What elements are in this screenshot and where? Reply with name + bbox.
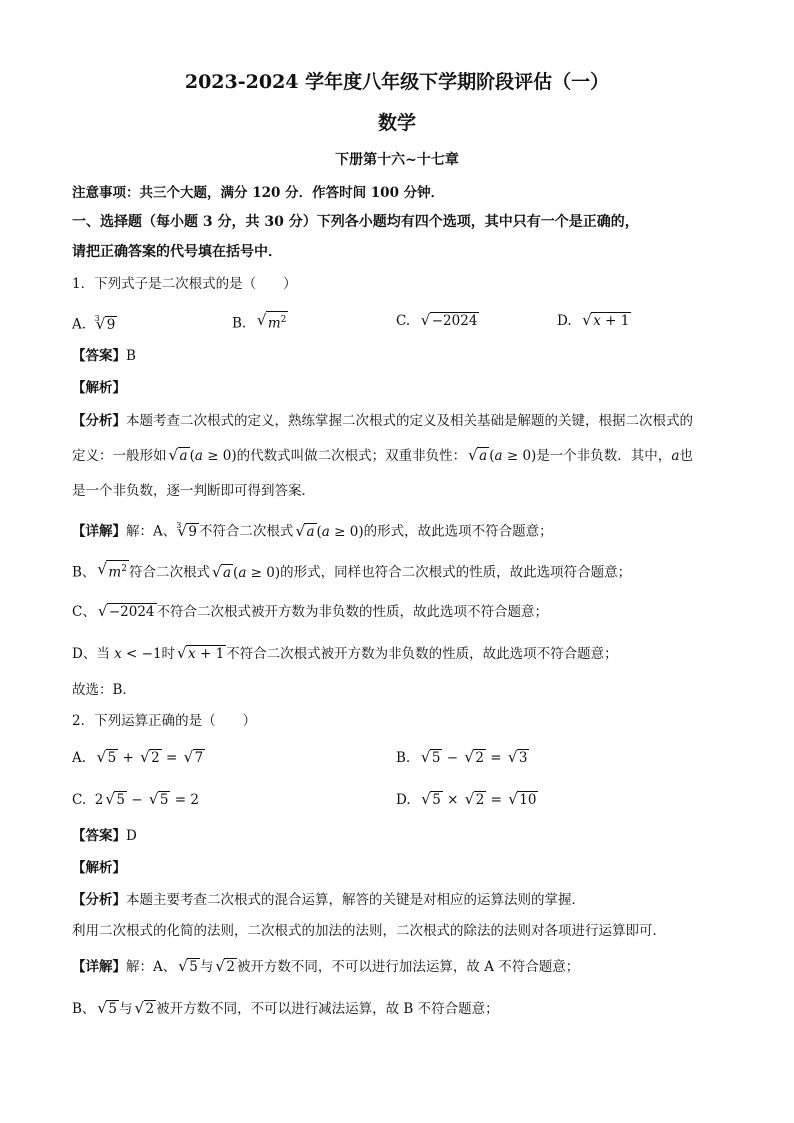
q2-fenxi-line2: 利用二次根式的化简的法则，二次根式的加法的法则，二次根式的除法的法则对各项进行运算即可． xyxy=(72,923,666,939)
q1-detail-c: C、√ −2024 不符合二次根式被开方数为非负数的性质，故此选项不符合题意； xyxy=(72,602,734,622)
section-heading-line1: 一、选择题（每小题 3 分，共 30 分）下列各小题均有四个选项，其中只有一个是正确的， xyxy=(72,214,639,230)
q1-option-b-label: B. xyxy=(232,315,247,332)
q1-detail-a: 【详解】解：A、$^3$√ 9 不符合二次根式√ a (a ≥ 0)的形式，故此选项不符合题意； xyxy=(72,518,734,542)
q1-option-c-label: C. xyxy=(396,313,411,329)
answer-tag: 【答案】 xyxy=(72,348,126,364)
q2-option-c: C. 2√ 5 − √ 5 = 2 xyxy=(72,790,199,810)
q1-option-a: A. $^3$√ 9 xyxy=(72,311,117,335)
q1-option-d-label: D. xyxy=(557,313,572,329)
q1-option-d: D. √ x + 1 xyxy=(557,311,631,331)
q1-conclusion: 故选：B． xyxy=(72,682,136,698)
q2-analysis-tag: 【解析】 xyxy=(72,860,126,876)
q2-fenxi-line1: 【分析】本题主要考查二次根式的混合运算，解答的关键是对相应的运算法则的掌握． xyxy=(72,892,585,908)
q1-fenxi-line1: 【分析】本题考查二次根式的定义，熟练掌握二次根式的定义及相关基础是解题的关键，根据二次根式的 xyxy=(72,413,693,429)
q1-option-a-label: A. xyxy=(72,316,87,333)
q1-fenxi-line3: 是一个非负数，逐一判断即可得到答案． xyxy=(72,483,315,499)
q1-analysis-tag: 【解析】 xyxy=(72,380,126,396)
subject-title: 数学 xyxy=(377,112,416,134)
notice: 注意事项：共三个大题，满分 120 分．作答时间 100 分钟． xyxy=(72,185,445,201)
q2-answer: 【答案】D xyxy=(72,828,137,844)
q1-stem: 1．下列式子是二次根式的是（ ） xyxy=(72,276,297,292)
q1-option-b: B. √ $m^2$ xyxy=(232,311,288,334)
q2-detail-b: B、√ 5 与√ 2 被开方数不同，不可以进行减法运算，故 B 不符合题意； xyxy=(72,999,734,1019)
q1-detail-d: D、当 x < −1时√ x + 1 不符合二次根式被开方数为非负数的性质，故此选项不符合题意； xyxy=(72,644,734,664)
q1-answer xyxy=(72,346,734,366)
scope-subtitle: 下册第十六~十七章 xyxy=(335,152,459,168)
q1-fenxi-line2: 定义：一般形如√ a (a ≥ 0)的代数式叫做二次根式；双重非负性：√ a (a ≥ 0)是一个非负数．其中，a也 xyxy=(72,446,734,466)
q1-option-c: C. √ −2024 xyxy=(396,311,479,331)
q2-option-a: A. √ 5 + √ 2 = √ 7 xyxy=(72,748,205,768)
q2-stem: 2．下列运算正确的是（ ） xyxy=(72,713,257,729)
page-title: 2023-2024 学年度八年级下学期阶段评估（一） xyxy=(184,71,610,93)
q2-option-d: D. √ 5 × √ 2 = √ 10 xyxy=(396,790,538,810)
q1-answer-value: B xyxy=(126,348,136,364)
q2-detail-a: 【详解】解：A、√ 5 与√ 2 被开方数不同，不可以进行加法运算，故 A 不符合题意； xyxy=(72,957,734,977)
section-heading-line2: 请把正确答案的代号填在括号中． xyxy=(72,244,282,260)
q2-answer-value: D xyxy=(126,828,137,844)
q2-option-b: B. √ 5 − √ 2 = √ 3 xyxy=(396,748,529,768)
q1-detail-b: B、√ $m^2$ 符合二次根式√ a (a ≥ 0)的形式，同样也符合二次根式的性质，故此选项符合题意； xyxy=(72,560,734,583)
